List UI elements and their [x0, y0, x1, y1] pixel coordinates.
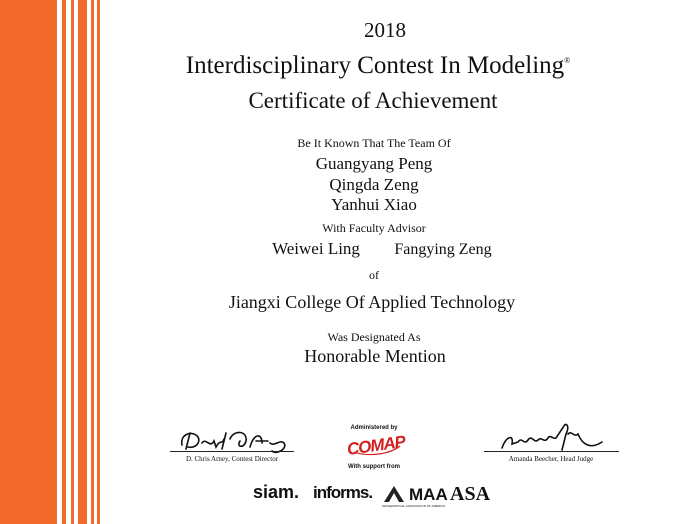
contest-name: Interdisciplinary Contest In Modeling [185, 52, 565, 79]
certificate-year: 2018 [364, 18, 406, 42]
contest-title [186, 52, 570, 80]
team-member: Guangyang Peng [315, 154, 433, 173]
signature-line [484, 451, 619, 452]
orange-border-stripe [71, 0, 74, 524]
siam-logo: siam. [253, 482, 300, 502]
designation-line: Was Designated As [327, 330, 421, 344]
signature-line [170, 451, 294, 452]
team-member: Yanhui Xiao [331, 195, 417, 214]
advisor-line: With Faculty Advisor [322, 221, 426, 235]
director-caption: D. Chris Arney, Contest Director [185, 455, 279, 463]
award-title: Honorable Mention [304, 346, 446, 366]
orange-border-stripe [62, 0, 66, 524]
comap-logo: COMAP [345, 432, 407, 459]
orange-border-stripe [91, 0, 94, 524]
certificate-subtitle: Certificate of Achievement [248, 88, 498, 113]
orange-border-stripe [97, 0, 100, 524]
registered-mark: ® [564, 56, 571, 65]
orange-border-band [0, 0, 57, 524]
institution-name: Jiangxi College Of Applied Technology [228, 292, 516, 312]
informs-logo: informs. [313, 483, 373, 502]
maa-tagline: MATHEMATICAL ASSOCIATION OF AMERICA [382, 504, 446, 508]
judge-signature [492, 420, 612, 454]
support-label: With support from [348, 464, 400, 470]
team-member: Qingda Zeng [329, 175, 419, 194]
advisor-name: Weiwei Ling [272, 239, 360, 258]
asa-logo: ASA [450, 483, 491, 505]
maa-logo: MAA [409, 485, 448, 504]
maa-emblem [380, 484, 408, 504]
known-line: Be It Known That The Team Of [297, 136, 451, 150]
of-line: of [369, 268, 379, 282]
administered-by-label: Administered by [350, 425, 398, 431]
advisor-name: Fangying Zeng [394, 241, 492, 258]
orange-border-stripe [78, 0, 87, 524]
judge-caption: Amanda Beecher, Head Judge [508, 455, 594, 463]
